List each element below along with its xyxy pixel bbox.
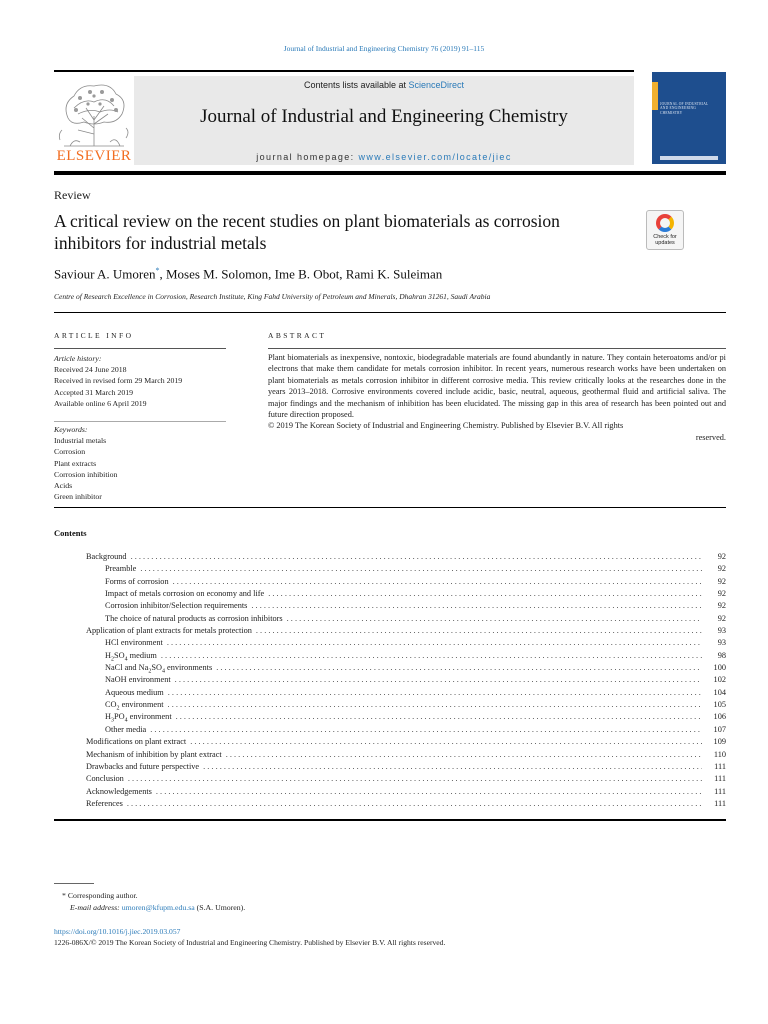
toc-leader-dots bbox=[256, 625, 702, 637]
author-name[interactable]: Saviour A. Umoren bbox=[54, 266, 156, 282]
toc-leader-dots bbox=[167, 637, 702, 649]
toc-entry-title[interactable]: Preamble bbox=[105, 564, 137, 574]
article-title: A critical review on the recent studies on plant biomaterials as corrosion inhibitors for industrial metals bbox=[54, 211, 560, 253]
toc-leader-dots bbox=[168, 687, 702, 699]
history-item: Received 24 June 2018 bbox=[54, 365, 127, 375]
toc-entry-page: 110 bbox=[713, 749, 726, 759]
toc-entry-page: 111 bbox=[714, 774, 726, 784]
toc-entry[interactable] bbox=[86, 736, 726, 748]
toc-leader-dots bbox=[168, 699, 702, 711]
toc-entry-page: 111 bbox=[714, 786, 726, 796]
footnote-rule bbox=[54, 883, 94, 884]
journal-header-box bbox=[134, 76, 634, 165]
toc-entry[interactable] bbox=[86, 798, 726, 810]
toc-leader-dots bbox=[226, 749, 702, 761]
keyword: Industrial metals bbox=[54, 436, 107, 446]
toc-entry-title[interactable]: Application of plant extracts for metals protection bbox=[86, 626, 252, 636]
abstract-body bbox=[268, 352, 726, 443]
toc-entry[interactable] bbox=[86, 563, 726, 575]
divider bbox=[268, 348, 726, 349]
toc-entry-page: 92 bbox=[717, 564, 726, 574]
toc-entry-page: 100 bbox=[713, 663, 726, 673]
toc-leader-dots bbox=[161, 650, 702, 662]
corresponding-author-mark[interactable]: * bbox=[155, 266, 160, 275]
toc-entry[interactable] bbox=[86, 576, 726, 588]
abstract-text: Plant biomaterials as inexpensive, nontoxic, biodegradable materials are found abundantly in nature. They contain heteroatoms and/or pi electrons that make them candidate for metals corrosion inhibitor. In recent years, numerous research works have been undertaken on plant biomaterials as metals corrosion inhibitor in different corrosive media. This review critically looks at the researches done in the years 2013–2018. Corrosive environments covered include acidic, basic, neutral, aqueous, geothermal fluid and artificial saliva. The major findings and the mechanism of inhibition has been elucidated. The missing gap in this area of research has been pointed out and future direction proposed. bbox=[268, 353, 726, 420]
check-updates-label: Check for updates bbox=[653, 234, 677, 246]
toc-entry-page: 93 bbox=[717, 626, 726, 636]
toc-leader-dots bbox=[131, 551, 702, 563]
toc-entry-title[interactable]: Impact of metals corrosion on economy and life bbox=[105, 589, 265, 599]
toc-entry-title[interactable]: $H_2SO_4$ medium bbox=[105, 650, 157, 663]
history-item: Received in revised form 29 March 2019 bbox=[54, 376, 183, 386]
divider bbox=[54, 348, 226, 349]
toc-leader-dots bbox=[190, 736, 702, 748]
toc-leader-dots bbox=[287, 613, 702, 625]
toc-leader-dots bbox=[175, 674, 702, 686]
toc-leader-dots bbox=[251, 600, 702, 612]
keywords-label: Keywords: bbox=[54, 425, 88, 434]
check-for-updates-button[interactable] bbox=[646, 210, 684, 250]
toc-entry-title[interactable]: Drawbacks and future perspective bbox=[86, 761, 200, 771]
toc-leader-dots bbox=[140, 563, 702, 575]
homepage-prefix: journal homepage: bbox=[256, 152, 359, 162]
toc-entry-title[interactable]: Other media bbox=[105, 724, 147, 734]
toc-entry-page: 92 bbox=[717, 601, 726, 611]
divider bbox=[54, 819, 726, 821]
toc-leader-dots bbox=[173, 576, 702, 588]
toc-entry-title[interactable]: $CO_2$ environment bbox=[105, 700, 164, 712]
article-history bbox=[54, 353, 226, 409]
journal-cover-image[interactable] bbox=[652, 72, 726, 164]
article-info-heading: ARTICLE INFO bbox=[54, 331, 134, 340]
toc-entry-title[interactable]: NaOH environment bbox=[105, 675, 171, 685]
keywords-list bbox=[54, 424, 226, 502]
toc-entry[interactable] bbox=[86, 699, 726, 711]
toc-entry[interactable] bbox=[86, 637, 726, 649]
toc-entry[interactable] bbox=[86, 761, 726, 773]
toc-entry[interactable] bbox=[86, 724, 726, 736]
cover-footer bbox=[660, 156, 718, 160]
contents-available-line bbox=[134, 80, 634, 90]
toc-entry[interactable] bbox=[86, 687, 726, 699]
elsevier-wordmark: ELSEVIER bbox=[56, 148, 132, 164]
toc-entry[interactable] bbox=[86, 786, 726, 798]
toc-entry-title[interactable]: The choice of natural products as corrosion inhibitors bbox=[105, 613, 283, 623]
toc-entry[interactable] bbox=[86, 613, 726, 625]
corresponding-note: Corresponding author. bbox=[67, 891, 138, 900]
toc-entry[interactable] bbox=[86, 674, 726, 686]
toc-entry-title[interactable]: $H_3PO_4$ environment bbox=[105, 712, 172, 725]
email-label: E-mail address: bbox=[70, 903, 120, 912]
toc-leader-dots bbox=[127, 798, 702, 810]
toc-entry-page: 111 bbox=[714, 798, 726, 808]
history-item: Accepted 31 March 2019 bbox=[54, 387, 134, 397]
email-link[interactable]: umoren@kfupm.edu.sa bbox=[121, 903, 195, 912]
contents-heading: Contents bbox=[54, 528, 87, 538]
contents-prefix: Contents lists available at bbox=[303, 80, 409, 90]
footnote-mark: * bbox=[62, 891, 66, 900]
abstract-copyright-end: reserved. bbox=[695, 432, 726, 442]
toc-entry-title[interactable]: Modifications on plant extract bbox=[86, 737, 187, 747]
toc-entry-page: 102 bbox=[713, 675, 726, 685]
keyword: Corrosion inhibition bbox=[54, 469, 118, 479]
issn-copyright: 1226-086X/© 2019 The Korean Society of Industrial and Engineering Chemistry. Published by Elsevier B.V. All rights reserved. bbox=[54, 938, 446, 947]
toc-leader-dots bbox=[216, 662, 702, 674]
toc-entry-page: 105 bbox=[713, 700, 726, 710]
toc-leader-dots bbox=[156, 786, 702, 798]
toc-entry-title[interactable]: Background bbox=[86, 552, 127, 561]
toc-entry-page: 104 bbox=[713, 687, 726, 697]
toc-entry[interactable] bbox=[86, 625, 726, 637]
toc-entry-title[interactable]: Aqueous medium bbox=[105, 687, 164, 697]
toc-entry-page: 93 bbox=[717, 638, 726, 648]
cover-title: JOURNAL OF INDUSTRIAL AND ENGINEERING CHEMISTRY bbox=[660, 102, 709, 115]
elsevier-logo[interactable] bbox=[54, 76, 134, 164]
toc-entry-page: 98 bbox=[717, 650, 726, 660]
table-of-contents bbox=[86, 551, 726, 810]
history-item: Available online 6 April 2019 bbox=[54, 398, 147, 408]
toc-entry[interactable] bbox=[86, 773, 726, 785]
keyword: Acids bbox=[54, 481, 73, 491]
divider bbox=[54, 507, 726, 508]
toc-entry[interactable] bbox=[86, 711, 726, 723]
toc-leader-dots bbox=[203, 761, 702, 773]
toc-entry-title[interactable]: Forms of corrosion bbox=[105, 576, 169, 586]
header-bottom-rule bbox=[54, 171, 726, 175]
toc-entry[interactable] bbox=[86, 588, 726, 600]
article-type: Review bbox=[54, 188, 91, 202]
check-updates-icon bbox=[656, 214, 674, 232]
toc-entry-title[interactable]: NaCl and $Na_2SO_4$ environments bbox=[105, 663, 213, 675]
email-suffix: (S.A. Umoren). bbox=[196, 903, 246, 912]
author-names-rest: , Moses M. Solomon, Ime B. Obot, Rami K. Suleiman bbox=[159, 266, 443, 282]
history-label: Article history: bbox=[54, 354, 102, 363]
toc-entry[interactable] bbox=[86, 749, 726, 761]
journal-citation[interactable]: Journal of Industrial and Engineering Chemistry 76 (2019) 91–115 bbox=[283, 44, 485, 53]
doi-link[interactable]: https://doi.org/10.1016/j.jiec.2019.03.057 bbox=[54, 927, 181, 936]
toc-entry-title[interactable]: Conclusion bbox=[86, 774, 124, 784]
divider bbox=[54, 312, 726, 313]
header-top-rule bbox=[54, 70, 634, 72]
abstract-heading: ABSTRACT bbox=[268, 331, 327, 340]
author-list bbox=[54, 266, 442, 282]
journal-homepage-line bbox=[134, 152, 634, 162]
toc-entry-page: 92 bbox=[717, 552, 726, 561]
elsevier-tree-icon bbox=[54, 78, 134, 148]
homepage-link[interactable]: www.elsevier.com/locate/jiec bbox=[358, 152, 512, 162]
keyword: Plant extracts bbox=[54, 458, 97, 468]
toc-entry[interactable] bbox=[86, 650, 726, 662]
toc-entry-title[interactable]: References bbox=[86, 798, 123, 808]
toc-entry-page: 92 bbox=[717, 613, 726, 623]
toc-leader-dots bbox=[268, 588, 702, 600]
toc-leader-dots bbox=[176, 711, 702, 723]
toc-entry-page: 107 bbox=[713, 724, 726, 734]
toc-entry-title[interactable]: Mechanism of inhibition by plant extract bbox=[86, 749, 222, 759]
toc-entry[interactable] bbox=[86, 600, 726, 612]
abstract-copyright: © 2019 The Korean Society of Industrial and Engineering Chemistry. Published by Elsevier B.V. All rights bbox=[268, 421, 624, 431]
keyword: Green inhibitor bbox=[54, 492, 102, 502]
keyword: Corrosion bbox=[54, 447, 86, 457]
toc-entry-page: 92 bbox=[717, 576, 726, 586]
toc-entry-page: 106 bbox=[713, 712, 726, 722]
cover-band bbox=[652, 82, 658, 110]
toc-entry-page: 109 bbox=[713, 737, 726, 747]
toc-entry[interactable] bbox=[86, 662, 726, 674]
toc-entry[interactable] bbox=[86, 551, 726, 563]
footnote bbox=[62, 890, 245, 914]
affiliation: Centre of Research Excellence in Corrosion, Research Institute, King Fahd University of Petroleum and Minerals, Dhahran 31261, Saudi Arabia bbox=[54, 292, 491, 301]
divider bbox=[54, 421, 226, 422]
toc-entry-page: 92 bbox=[717, 589, 726, 599]
toc-leader-dots bbox=[150, 724, 702, 736]
toc-leader-dots bbox=[128, 773, 702, 785]
toc-entry-title[interactable]: Corrosion inhibitor/Selection requirements bbox=[105, 601, 248, 611]
sciencedirect-link[interactable]: ScienceDirect bbox=[408, 80, 465, 90]
toc-entry-title[interactable]: Acknowledgements bbox=[86, 786, 152, 796]
toc-entry-title[interactable]: HCl environment bbox=[105, 638, 163, 648]
toc-entry-page: 111 bbox=[714, 761, 726, 771]
journal-title: Journal of Industrial and Engineering Chemistry bbox=[200, 106, 568, 127]
